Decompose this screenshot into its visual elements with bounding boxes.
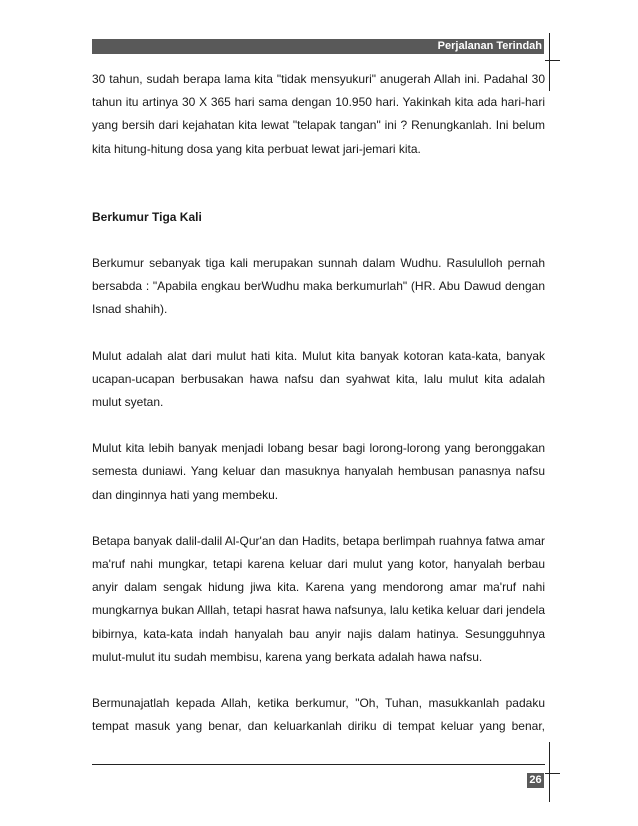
paragraph-spacer bbox=[92, 322, 545, 345]
page-number: 26 bbox=[527, 773, 544, 788]
paragraph-intro: 30 tahun, sudah berapa lama kita "tidak mensyukuri" anugerah Allah ini. Padahal 30 tahun itu artinya 30 X 365 hari sama dengan 10.950 hari. Yakinkah kita ada hari-hari yang bersih dari kejahatan kita lewat "telapak tangan" ini ? Renungkanlah. Ini belum kita hitung-hitung dosa yang kita perbuat lewat jari-jemari kita. bbox=[92, 72, 545, 156]
running-header-title: Perjalanan Terindah bbox=[437, 40, 542, 52]
paragraph-spacer bbox=[92, 229, 545, 252]
section-heading: Berkumur Tiga Kali bbox=[92, 209, 202, 224]
paragraph-mulut-alat: Mulut adalah alat dari mulut hati kita. Mulut kita banyak kotoran kata-kata, banyak ucapan-ucapan berbusakan hawa nafsu dan syahwat kita, lalu mulut kita adalah mulut syetan. bbox=[92, 348, 545, 410]
paragraph-mulut-lobang: Mulut kita lebih banyak menjadi lobang besar bagi lorong-lorong yang beronggakan semesta duniawi. Yang keluar dan masuknya hanyalah hembusan panasnya nafsu dan dinginnya hati yang membeku. bbox=[92, 441, 545, 502]
paragraph-spacer bbox=[92, 669, 545, 692]
paragraph-spacer bbox=[92, 414, 545, 437]
header-horizontal-tick bbox=[545, 60, 560, 61]
footer-vertical-rule bbox=[549, 742, 550, 802]
paragraph-spacer bbox=[92, 507, 545, 530]
section-spacer bbox=[92, 161, 545, 206]
page-body bbox=[92, 68, 545, 738]
header-vertical-rule bbox=[549, 33, 550, 91]
paragraph-berkumur: Berkumur sebanyak tiga kali merupakan sunnah dalam Wudhu. Rasululloh pernah bersabda : "Apabila engkau berWudhu maka berkumurlah" (HR. Abu Dawud dengan Isnad shahih). bbox=[92, 256, 545, 317]
paragraph-dalil: Betapa banyak dalil-dalil Al-Qur'an dan Hadits, betapa berlimpah ruahnya fatwa amar ma'ruf nahi mungkar, tetapi karena keluar dari mulut yang kotor, hanyalah berbau anyir dalam sengak hidung jiwa kita. Karena yang mendorong amar ma'ruf nahi mungkarnya bukan Alllah, tetapi hasrat hawa nafsunya, lalu ketika keluar dari jendela bibirnya, kata-kata indah hanyalah bau anyir najis dalam hatinya. Sesungguhnya mulut-mulut itu sudah membisu, karena yang berkata adalah hawa nafsu. bbox=[92, 533, 545, 664]
paragraph-munajat: Bermunajatlah kepada Allah, ketika berkumur, "Oh, Tuhan, masukkanlah padaku tempat masuk yang benar, dan keluarkanlah diriku di tempat keluar yang benar, bbox=[92, 696, 545, 734]
footer-rule bbox=[92, 764, 545, 765]
footer-horizontal-tick bbox=[545, 773, 560, 774]
